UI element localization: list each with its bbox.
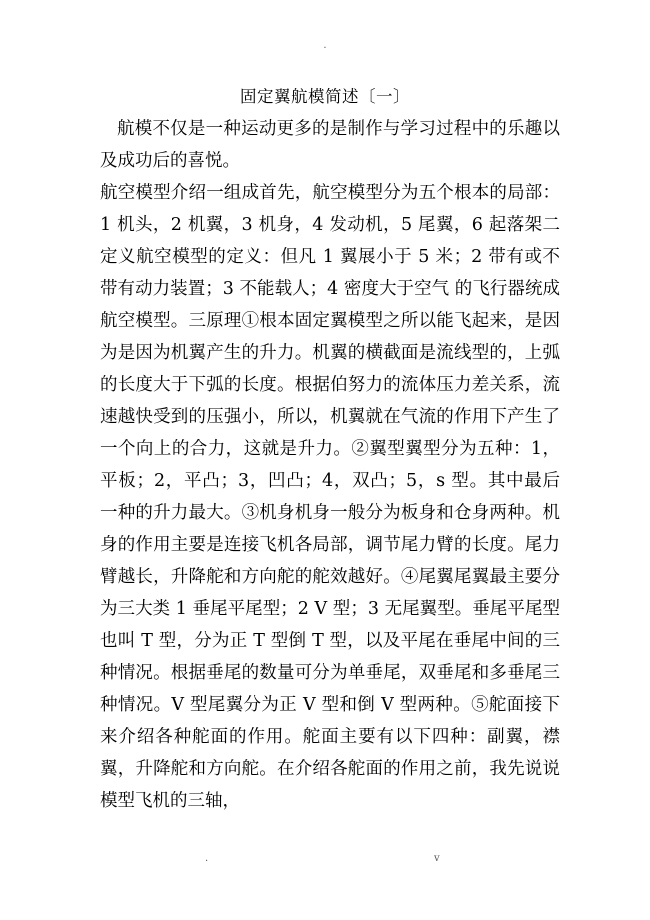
- footer-right-mark: v: [434, 853, 440, 864]
- paragraph-main: 航空模型介绍一组成首先，航空模型分为五个根本的局部：1 机头，2 机翼，3 机身，4 发动机，5 尾翼，6 起落架二定义航空模型的定义：但凡 1 翼展小于 5 米；2 带有或不带有动力装置；3 不能载人；4 密度大于空气 的飞行器统成航空模型。三原理①根本固定翼模型之所以能飞起来，是因为是因为机翼产生的升力。机翼的横截面是流线型的，上弧的长度大于下弧的长度。根据伯努力的流体压力差关系，流速越快受到的压强小，所以，机翼就在气流的作用下产生了一个向上的合力，这就是升力。②翼型翼型分为五种：1，平板；2，平凸；3，凹凸；4，双凸；5，s 型。其中最后一种的升力最大。③机身机身一般分为板身和仓身两种。机身的作用主要是连接飞机各局部，调节尾力臂的长度。尾力臂越长，升降舵和方向舵的舵效越好。④尾翼尾翼最主要分为三大类 1 垂尾平尾型；2 V 型；3 无尾翼型。垂尾平尾型也叫 T 型，分为正 T 型倒 T 型，以及平尾在垂尾中间的三种情况。根据垂尾的数量可分为单垂尾，双垂尾和多垂尾三种情况。V 型尾翼分为正 V 型和倒 V 型两种。⑤舵面接下来介绍各种舵面的作用。舵面主要有以下四种：副翼，襟翼，升降舵和方向舵。在介绍各舵面的作用之前，我先说说模型飞机的三轴，: [100, 183, 560, 811]
- document-title: 固定翼航模简述〔一〕: [240, 87, 410, 106]
- document-body: [100, 113, 560, 817]
- paragraph-intro: 航模不仅是一种运动更多的是制作与学习过程中的乐趣以及成功后的喜悦。: [100, 119, 560, 171]
- header-mark: .: [323, 40, 327, 51]
- footer-left-mark: .: [205, 853, 209, 864]
